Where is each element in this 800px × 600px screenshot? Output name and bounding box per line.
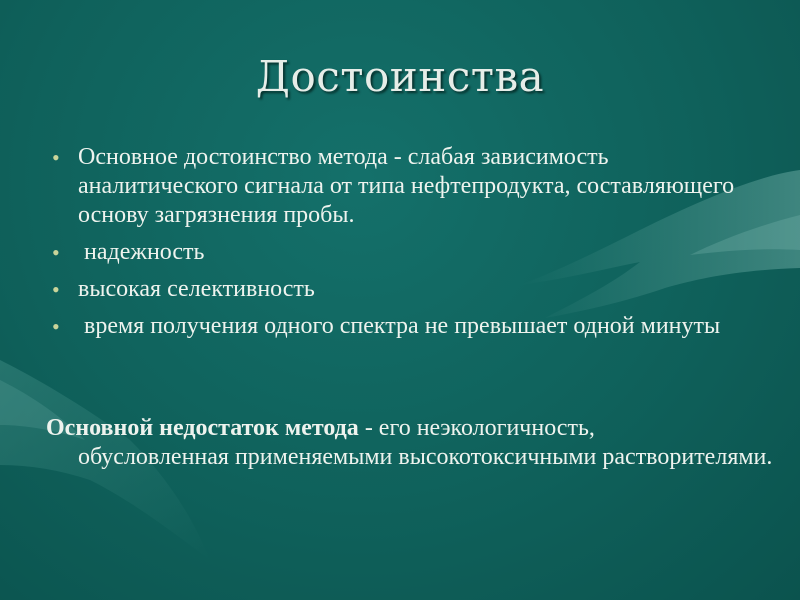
drawback-text-rest: обусловленная применяемыми высокотоксичными растворителями. (78, 444, 773, 470)
bullet-item (52, 238, 772, 267)
bullet-dot-icon: • (52, 314, 60, 339)
drawback-label: Основной недостаток метода (46, 415, 359, 441)
bullet-text: время получения одного спектра не превышает одной минуты (78, 313, 721, 339)
bullet-text: надежность (78, 239, 205, 265)
bullet-dot-icon: • (52, 145, 60, 170)
bullet-item (52, 275, 772, 304)
bullet-item (52, 143, 772, 230)
bullet-text: Основное достоинство метода - слабая зависимость аналитического сигнала от типа нефтепродукта, составляющего основу загрязнения пробы. (78, 144, 735, 228)
bullet-dot-icon: • (52, 277, 60, 302)
slide-title: Достоинства (255, 52, 545, 101)
drawback-paragraph (46, 414, 776, 472)
bullet-item (52, 312, 772, 341)
bullet-list (52, 143, 772, 349)
bullet-text: высокая селективность (78, 276, 315, 302)
bullet-dot-icon: • (52, 240, 60, 265)
drawback-text-first: - его неэкологичность, (358, 415, 595, 441)
